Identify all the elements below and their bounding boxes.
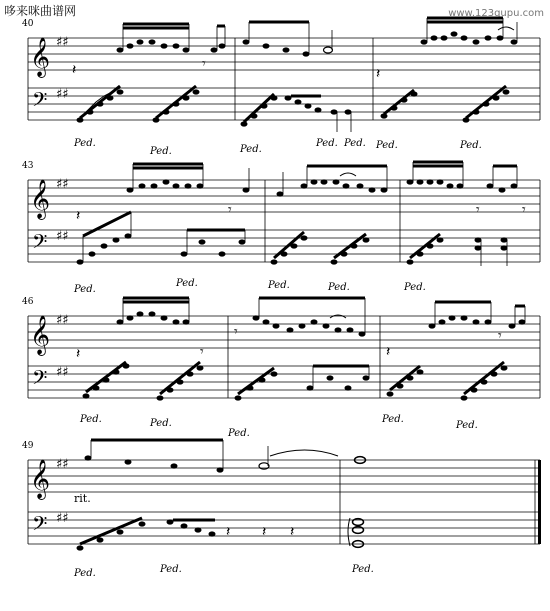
- pedal-mark: Ped.: [150, 146, 172, 157]
- rest-icon: 𝄽: [76, 208, 81, 224]
- rest-icon: 𝄽: [72, 62, 77, 78]
- tempo-marking: rit.: [74, 492, 91, 505]
- key-signature-sharp-icon: ♯♯: [56, 511, 69, 526]
- treble-notes: [72, 18, 518, 82]
- system-2: [22, 161, 540, 295]
- pedal-mark: Ped.: [376, 140, 398, 151]
- treble-clef-icon: 𝄞: [30, 459, 51, 499]
- treble-staff: [28, 316, 540, 348]
- bass-staff: [28, 88, 540, 120]
- rest-icon: 𝄽: [262, 524, 267, 540]
- bass-notes: [77, 518, 364, 551]
- system-3: [22, 297, 540, 439]
- rest-icon: 𝄾: [498, 328, 502, 344]
- pedal-mark: Ped.: [74, 284, 96, 295]
- rest-icon: 𝄽: [290, 524, 295, 540]
- pedal-marks: [73, 138, 482, 157]
- pedal-mark: Ped.: [74, 138, 96, 149]
- bass-clef-icon: 𝄢: [32, 512, 48, 540]
- final-barline: [538, 460, 541, 544]
- measure-number: 43: [22, 161, 34, 171]
- pedal-mark: Ped.: [176, 278, 198, 289]
- pedal-mark: Ped.: [404, 282, 426, 293]
- site-url: www.123qupu.com: [448, 8, 544, 19]
- rest-icon: 𝄾: [476, 202, 480, 218]
- pedal-mark: Ped.: [460, 140, 482, 151]
- bass-notes: [77, 212, 508, 266]
- treble-notes: [76, 298, 526, 362]
- treble-clef-icon: 𝄞: [30, 37, 51, 77]
- pedal-mark: Ped.: [80, 414, 102, 425]
- key-signature-sharp-icon: ♯♯: [56, 229, 69, 244]
- pedal-mark: Ped.: [344, 138, 366, 149]
- treble-notes: [76, 162, 526, 224]
- pedal-mark: Ped.: [74, 568, 96, 579]
- treble-staff: [28, 38, 540, 70]
- site-title: 哆来咪曲谱网: [4, 4, 77, 18]
- pedal-marks: [73, 564, 374, 579]
- bass-staff: [28, 512, 540, 544]
- pedal-mark: Ped.: [352, 564, 374, 575]
- measure-number: 49: [22, 441, 34, 451]
- key-signature-sharp-icon: ♯♯: [56, 35, 69, 50]
- measure-number: 46: [22, 297, 34, 307]
- pedal-mark: Ped.: [382, 414, 404, 425]
- measure-number: 40: [22, 19, 34, 29]
- treble-clef-icon: 𝄞: [30, 179, 51, 219]
- pedal-mark: Ped.: [240, 144, 262, 155]
- treble-staff: [28, 460, 540, 492]
- bass-clef-icon: 𝄢: [32, 88, 48, 116]
- pedal-mark: Ped.: [316, 138, 338, 149]
- rest-icon: 𝄾: [234, 324, 238, 340]
- rest-icon: 𝄾: [202, 56, 206, 72]
- treble-clef-icon: 𝄞: [30, 315, 51, 355]
- key-signature-sharp-icon: ♯♯: [56, 365, 69, 380]
- pedal-mark: Ped.: [456, 420, 478, 431]
- pedal-mark: Ped.: [328, 282, 350, 293]
- rest-icon: 𝄾: [522, 202, 526, 218]
- rest-icon: 𝄽: [76, 346, 81, 362]
- rest-icon: 𝄽: [386, 344, 391, 360]
- bass-clef-icon: 𝄢: [32, 366, 48, 394]
- rest-icon: 𝄽: [376, 66, 381, 82]
- bass-notes: [77, 86, 510, 132]
- pedal-mark: Ped.: [268, 280, 290, 291]
- pedal-mark: Ped.: [150, 418, 172, 429]
- pedal-mark: Ped.: [160, 564, 182, 575]
- bass-notes: [83, 362, 508, 401]
- key-signature-sharp-icon: ♯♯: [56, 177, 69, 192]
- rest-icon: 𝄾: [228, 202, 232, 218]
- rest-icon: 𝄽: [226, 524, 231, 540]
- pedal-marks: [79, 414, 478, 439]
- key-signature-sharp-icon: ♯♯: [56, 313, 69, 328]
- system-1: [22, 18, 540, 157]
- system-4: [22, 440, 541, 579]
- pedal-mark: Ped.: [228, 428, 250, 439]
- pedal-marks: [73, 278, 426, 295]
- bass-clef-icon: 𝄢: [32, 230, 48, 258]
- rest-icon: 𝄾: [200, 344, 204, 360]
- key-signature-sharp-icon: ♯♯: [56, 457, 69, 472]
- key-signature-sharp-icon: ♯♯: [56, 87, 69, 102]
